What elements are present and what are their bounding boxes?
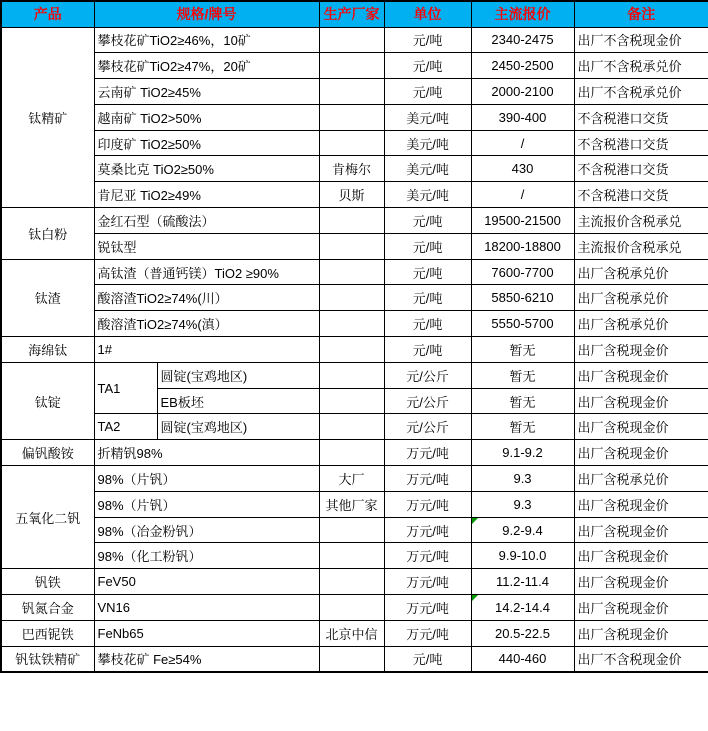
note-cell: 不含税港口交货 <box>574 156 708 182</box>
spec-cell: 折精钒98% <box>94 440 319 466</box>
unit-cell: 元/吨 <box>384 208 471 234</box>
note-cell: 出厂含税现金价 <box>574 620 708 646</box>
maker-cell <box>319 414 384 440</box>
unit-cell: 万元/吨 <box>384 620 471 646</box>
product-cell: 钒钛铁精矿 <box>1 646 94 672</box>
table-row <box>1 337 708 363</box>
note-cell: 出厂含税现金价 <box>574 440 708 466</box>
spec-cell: FeV50 <box>94 569 319 595</box>
spec-cell: 98%（化工粉钒） <box>94 543 319 569</box>
maker-cell <box>319 285 384 311</box>
spec-cell: 酸溶渣TiO2≥74%(川） <box>94 285 319 311</box>
price-cell: 5850-6210 <box>471 285 574 311</box>
unit-cell: 元/吨 <box>384 259 471 285</box>
col-header-note: 备注 <box>574 1 708 27</box>
unit-cell: 美元/吨 <box>384 104 471 130</box>
maker-cell <box>319 104 384 130</box>
note-cell: 出厂含税现金价 <box>574 543 708 569</box>
col-header-price: 主流报价 <box>471 1 574 27</box>
note-cell: 出厂不含税现金价 <box>574 27 708 53</box>
price-cell: / <box>471 182 574 208</box>
price-value: 14.2-14.4 <box>495 599 550 615</box>
table-row <box>1 543 708 569</box>
unit-cell: 万元/吨 <box>384 595 471 621</box>
price-cell: 390-400 <box>471 104 574 130</box>
spec-grade-cell: TA1 <box>94 362 157 414</box>
spec-cell: 莫桑比克 TiO2≥50% <box>94 156 319 182</box>
table-row <box>1 646 708 672</box>
comment-marker-icon <box>472 595 478 601</box>
note-cell: 出厂含税现金价 <box>574 595 708 621</box>
note-cell: 出厂含税承兑价 <box>574 259 708 285</box>
price-cell: 2340-2475 <box>471 27 574 53</box>
note-cell: 出厂含税承兑价 <box>574 285 708 311</box>
table-row <box>1 595 708 621</box>
spec-type-cell: 圆锭(宝鸡地区) <box>157 362 319 388</box>
price-cell: 暂无 <box>471 362 574 388</box>
unit-cell: 元/吨 <box>384 285 471 311</box>
spec-cell: 98%（冶金粉钒） <box>94 517 319 543</box>
note-cell: 主流报价含税承兑 <box>574 233 708 259</box>
spec-cell: 云南矿 TiO2≥45% <box>94 79 319 105</box>
note-cell: 不含税港口交货 <box>574 182 708 208</box>
note-cell: 出厂含税现金价 <box>574 362 708 388</box>
maker-cell <box>319 595 384 621</box>
table-row <box>1 620 708 646</box>
table-row <box>1 440 708 466</box>
table-row <box>1 491 708 517</box>
table-row <box>1 53 708 79</box>
spec-cell: 酸溶渣TiO2≥74%(滇） <box>94 311 319 337</box>
maker-cell <box>319 543 384 569</box>
price-cell: 20.5-22.5 <box>471 620 574 646</box>
table-row <box>1 362 708 388</box>
product-cell: 偏钒酸铵 <box>1 440 94 466</box>
price-cell: 暂无 <box>471 388 574 414</box>
maker-cell <box>319 362 384 388</box>
col-header-maker: 生产厂家 <box>319 1 384 27</box>
spec-cell: 1# <box>94 337 319 363</box>
spec-grade-cell: TA2 <box>94 414 157 440</box>
maker-cell <box>319 130 384 156</box>
price-cell: 暂无 <box>471 337 574 363</box>
price-cell: / <box>471 130 574 156</box>
price-cell: 5550-5700 <box>471 311 574 337</box>
spec-cell: 98%（片钒） <box>94 466 319 492</box>
unit-cell: 万元/吨 <box>384 543 471 569</box>
spec-cell: 锐钛型 <box>94 233 319 259</box>
note-cell: 出厂含税现金价 <box>574 388 708 414</box>
spec-cell: 攀枝花矿TiO2≥46%，10矿 <box>94 27 319 53</box>
spec-cell: VN16 <box>94 595 319 621</box>
maker-cell <box>319 337 384 363</box>
maker-cell: 其他厂家 <box>319 491 384 517</box>
maker-cell <box>319 517 384 543</box>
price-cell: 2450-2500 <box>471 53 574 79</box>
unit-cell: 美元/吨 <box>384 130 471 156</box>
spec-cell: 金红石型（硫酸法） <box>94 208 319 234</box>
table-row <box>1 130 708 156</box>
maker-cell <box>319 440 384 466</box>
maker-cell <box>319 311 384 337</box>
unit-cell: 元/公斤 <box>384 414 471 440</box>
maker-cell: 大厂 <box>319 466 384 492</box>
spec-cell: 高钛渣（普通钙镁）TiO2 ≥90% <box>94 259 319 285</box>
product-cell: 巴西铌铁 <box>1 620 94 646</box>
spec-cell: FeNb65 <box>94 620 319 646</box>
table-row <box>1 104 708 130</box>
note-cell: 出厂含税现金价 <box>574 569 708 595</box>
maker-cell <box>319 27 384 53</box>
product-cell: 钒铁 <box>1 569 94 595</box>
col-header-product: 产品 <box>1 1 94 27</box>
comment-marker-icon <box>472 518 478 524</box>
unit-cell: 万元/吨 <box>384 466 471 492</box>
table-row <box>1 466 708 492</box>
note-cell: 出厂含税现金价 <box>574 491 708 517</box>
spec-cell: 肯尼亚 TiO2≥49% <box>94 182 319 208</box>
unit-cell: 万元/吨 <box>384 440 471 466</box>
spec-cell: 越南矿 TiO2>50% <box>94 104 319 130</box>
maker-cell: 贝斯 <box>319 182 384 208</box>
price-cell: 2000-2100 <box>471 79 574 105</box>
product-cell: 钛锭 <box>1 362 94 439</box>
product-cell: 钒氮合金 <box>1 595 94 621</box>
maker-cell <box>319 259 384 285</box>
note-cell: 出厂含税承兑价 <box>574 466 708 492</box>
spec-type-cell: EB板坯 <box>157 388 319 414</box>
maker-cell <box>319 569 384 595</box>
unit-cell: 元/吨 <box>384 337 471 363</box>
price-cell <box>471 595 574 621</box>
note-cell: 出厂不含税承兑价 <box>574 53 708 79</box>
note-cell: 主流报价含税承兑 <box>574 208 708 234</box>
unit-cell: 万元/吨 <box>384 491 471 517</box>
unit-cell: 元/吨 <box>384 53 471 79</box>
unit-cell: 美元/吨 <box>384 156 471 182</box>
table-row <box>1 569 708 595</box>
unit-cell: 元/吨 <box>384 646 471 672</box>
spec-cell: 攀枝花矿 Fe≥54% <box>94 646 319 672</box>
unit-cell: 万元/吨 <box>384 517 471 543</box>
maker-cell: 北京中信 <box>319 620 384 646</box>
product-cell: 五氧化二钒 <box>1 466 94 569</box>
price-cell: 19500-21500 <box>471 208 574 234</box>
note-cell: 不含税港口交货 <box>574 130 708 156</box>
table-row <box>1 156 708 182</box>
table-row <box>1 27 708 53</box>
table-row <box>1 208 708 234</box>
spec-cell: 印度矿 TiO2≥50% <box>94 130 319 156</box>
table-row <box>1 233 708 259</box>
note-cell: 出厂含税承兑价 <box>574 311 708 337</box>
unit-cell: 元/吨 <box>384 311 471 337</box>
table-row <box>1 311 708 337</box>
unit-cell: 美元/吨 <box>384 182 471 208</box>
unit-cell: 元/吨 <box>384 27 471 53</box>
unit-cell: 万元/吨 <box>384 569 471 595</box>
col-header-unit: 单位 <box>384 1 471 27</box>
price-cell: 9.3 <box>471 466 574 492</box>
unit-cell: 元/吨 <box>384 233 471 259</box>
table-row <box>1 285 708 311</box>
table-row <box>1 259 708 285</box>
spec-type-cell: 圆锭(宝鸡地区) <box>157 414 319 440</box>
price-cell <box>471 517 574 543</box>
table-row <box>1 414 708 440</box>
spec-cell: 攀枝花矿TiO2≥47%，20矿 <box>94 53 319 79</box>
price-cell: 440-460 <box>471 646 574 672</box>
maker-cell <box>319 208 384 234</box>
note-cell: 出厂不含税承兑价 <box>574 79 708 105</box>
maker-cell <box>319 646 384 672</box>
price-cell: 暂无 <box>471 414 574 440</box>
maker-cell <box>319 233 384 259</box>
table-row <box>1 182 708 208</box>
maker-cell <box>319 53 384 79</box>
product-cell: 钛渣 <box>1 259 94 336</box>
maker-cell: 肯梅尔 <box>319 156 384 182</box>
note-cell: 不含税港口交货 <box>574 104 708 130</box>
note-cell: 出厂含税现金价 <box>574 517 708 543</box>
note-cell: 出厂不含税现金价 <box>574 646 708 672</box>
unit-cell: 元/公斤 <box>384 362 471 388</box>
note-cell: 出厂含税现金价 <box>574 337 708 363</box>
table-row <box>1 79 708 105</box>
maker-cell <box>319 388 384 414</box>
product-cell: 钛精矿 <box>1 27 94 208</box>
maker-cell <box>319 79 384 105</box>
note-cell: 出厂含税现金价 <box>574 414 708 440</box>
table-row <box>1 517 708 543</box>
price-value: 9.2-9.4 <box>502 522 543 538</box>
price-cell: 9.1-9.2 <box>471 440 574 466</box>
price-cell: 430 <box>471 156 574 182</box>
header-row <box>1 1 708 27</box>
price-cell: 11.2-11.4 <box>471 569 574 595</box>
price-cell: 7600-7700 <box>471 259 574 285</box>
price-cell: 9.3 <box>471 491 574 517</box>
price-cell: 18200-18800 <box>471 233 574 259</box>
product-cell: 海绵钛 <box>1 337 94 363</box>
spec-cell: 98%（片钒） <box>94 491 319 517</box>
unit-cell: 元/公斤 <box>384 388 471 414</box>
product-cell: 钛白粉 <box>1 208 94 260</box>
col-header-spec: 规格/牌号 <box>94 1 319 27</box>
unit-cell: 元/吨 <box>384 79 471 105</box>
price-cell: 9.9-10.0 <box>471 543 574 569</box>
